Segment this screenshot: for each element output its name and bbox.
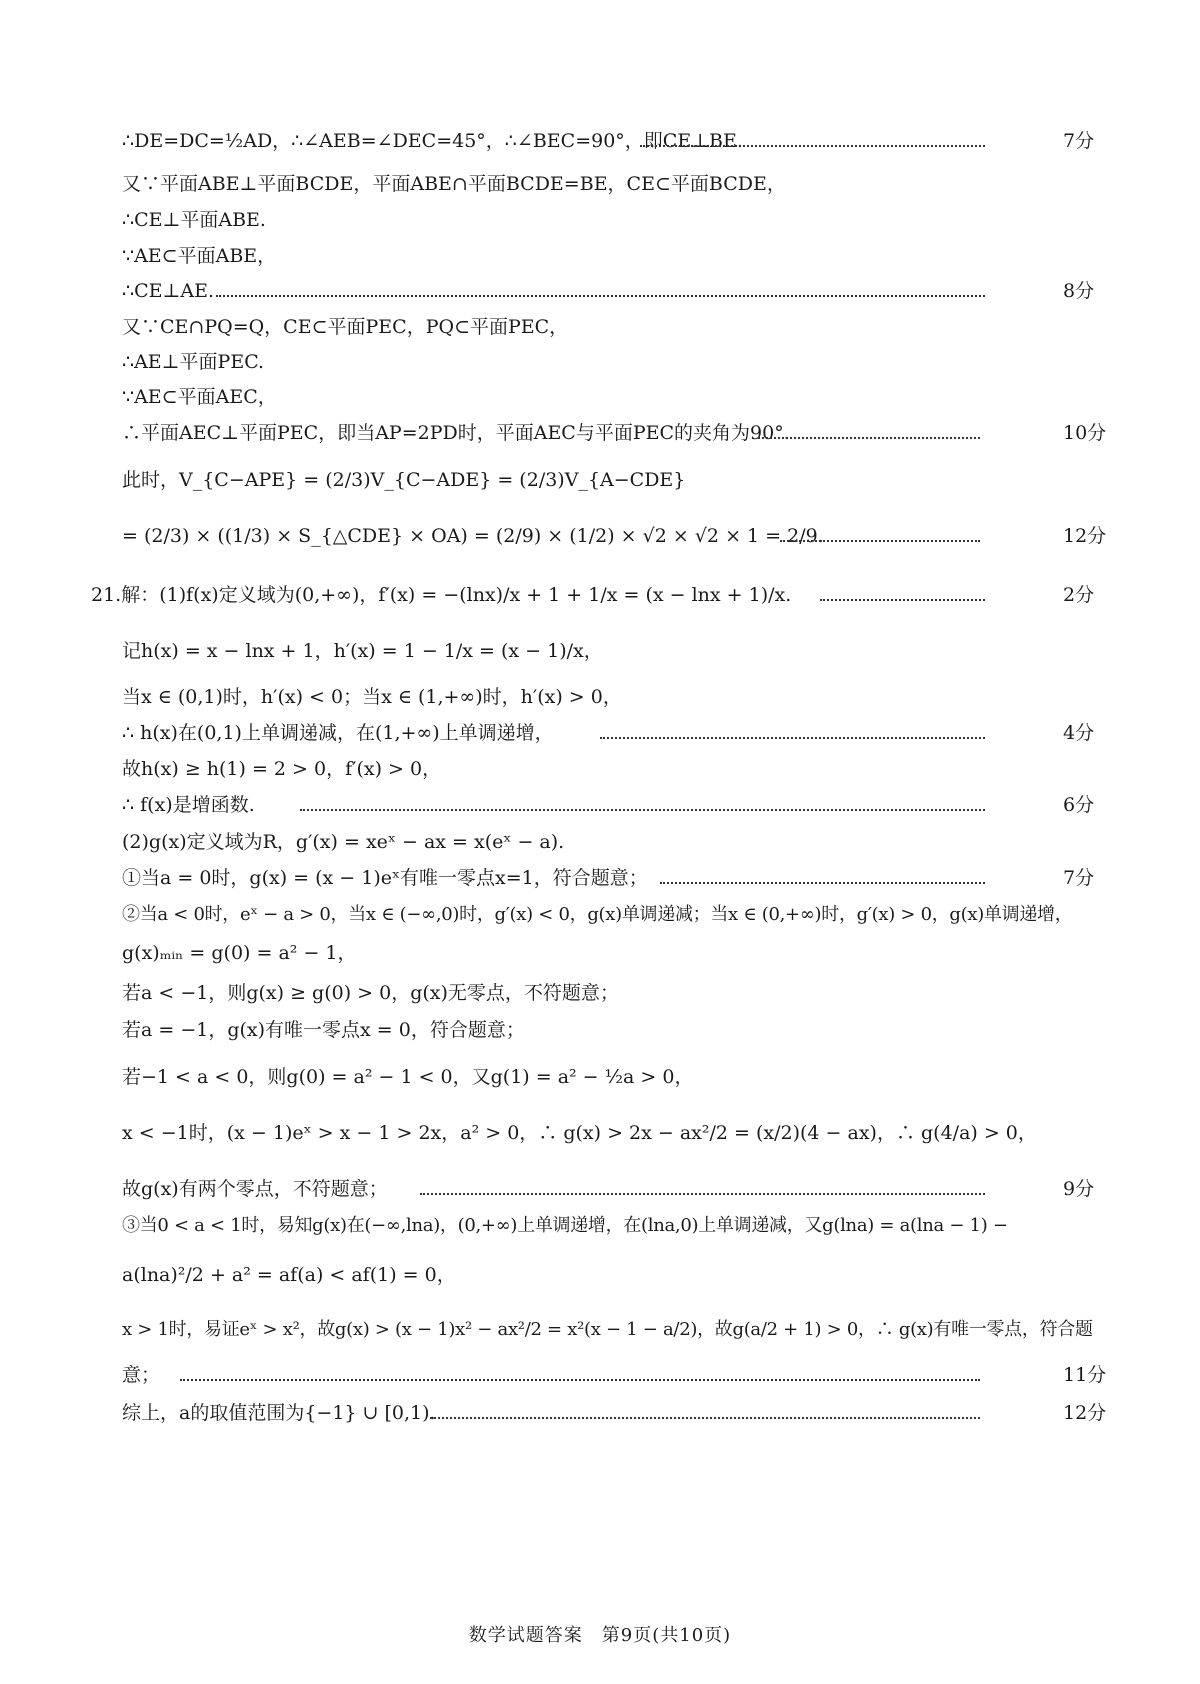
line-text: 当x ∈ (0,1)时，h′(x) < 0；当x ∈ (1,+∞)时，h′(x) > 0， bbox=[122, 686, 622, 708]
answer-line bbox=[0, 936, 1200, 970]
answer-line bbox=[0, 239, 1200, 273]
line-text: 意； bbox=[122, 1364, 161, 1386]
score-mark: 10分 bbox=[1063, 422, 1107, 444]
line-text: ③当0 < a < 1时，易知g(x)在(−∞,lna)，(0,+∞)上单调递增，在(lna,0)上单调递减，又g(lna) = a(lna − 1) − bbox=[122, 1215, 1008, 1236]
line-text: (2)g(x)定义域为R，g′(x) = xeˣ − ax = x(eˣ − a). bbox=[122, 831, 565, 853]
line-text: g(x)ₘᵢₙ = g(0) = a² − 1， bbox=[122, 942, 357, 964]
line-text: ∵AE⊂平面ABE， bbox=[122, 245, 277, 267]
line-text: 故g(x)有两个零点，不符题意； bbox=[122, 1178, 388, 1200]
line-text: ∵AE⊂平面AEC， bbox=[122, 386, 277, 408]
line-text: ∴CE⊥平面ABE. bbox=[122, 209, 266, 231]
answer-line bbox=[0, 203, 1200, 237]
answer-line bbox=[0, 519, 1200, 553]
answer-line bbox=[0, 1258, 1200, 1292]
answer-line bbox=[0, 861, 1200, 895]
line-text: 又∵CE∩PQ=Q，CE⊂平面PEC，PQ⊂平面PEC， bbox=[122, 316, 569, 338]
answer-line bbox=[0, 976, 1200, 1010]
answer-line bbox=[0, 1313, 1200, 1347]
answer-line bbox=[0, 825, 1200, 859]
score-mark: 7分 bbox=[1063, 867, 1095, 889]
dot-leader bbox=[420, 1172, 985, 1195]
line-text: 21.解：(1)f(x)定义域为(0,+∞)，f′(x) = −(lnx)/x + 1 + 1/x = (x − lnx + 1)/x. bbox=[91, 584, 792, 606]
score-mark: 2分 bbox=[1063, 584, 1095, 606]
answer-line bbox=[0, 1172, 1200, 1206]
score-mark: 9分 bbox=[1063, 1178, 1095, 1200]
answer-line bbox=[0, 167, 1200, 201]
answer-line bbox=[0, 788, 1200, 822]
dot-leader bbox=[820, 578, 985, 601]
answer-line bbox=[0, 380, 1200, 414]
line-text: ①当a = 0时，g(x) = (x − 1)eˣ有唯一零点x=1，符合题意； bbox=[122, 867, 648, 889]
answer-line bbox=[0, 1013, 1200, 1047]
answer-line bbox=[0, 578, 1200, 612]
answer-line bbox=[0, 716, 1200, 750]
answer-line bbox=[0, 752, 1200, 786]
answer-line bbox=[0, 416, 1200, 450]
line-text: 又∵平面ABE⊥平面BCDE，平面ABE∩平面BCDE=BE，CE⊂平面BCDE， bbox=[122, 173, 786, 195]
line-text: x > 1时，易证eˣ > x²，故g(x) > (x − 1)x² − ax²/2 = x²(x − 1 − a/2)，故g(a/2 + 1) > 0，∴ g(x)有唯一零点，符合题 bbox=[122, 1319, 1093, 1340]
answer-line bbox=[0, 1358, 1200, 1392]
dot-leader bbox=[430, 1396, 980, 1419]
line-text: ∴CE⊥AE. bbox=[122, 280, 214, 302]
line-text: ②当a < 0时，eˣ − a > 0，当x ∈ (−∞,0)时，g′(x) < 0，g(x)单调递减；当x ∈ (0,+∞)时，g′(x) > 0，g(x)单调递增， bbox=[122, 904, 1073, 925]
dot-leader bbox=[780, 519, 980, 542]
answer-line bbox=[0, 1209, 1200, 1243]
line-text: 若a = −1，g(x)有唯一零点x = 0，符合题意； bbox=[122, 1019, 525, 1041]
answer-line bbox=[0, 1060, 1200, 1094]
line-text: 此时，V_{C−APE} = (2/3)V_{C−ADE} = (2/3)V_{A−CDE} bbox=[122, 469, 686, 491]
answer-line bbox=[0, 463, 1200, 497]
line-text: ∴平面AEC⊥平面PEC，即当AP=2PD时，平面AEC与平面PEC的夹角为90°. bbox=[122, 422, 790, 444]
line-text: ∴ h(x)在(0,1)上单调递减，在(1,+∞)上单调递增， bbox=[122, 722, 554, 744]
dot-leader bbox=[600, 716, 985, 739]
answer-line bbox=[0, 310, 1200, 344]
answer-line bbox=[0, 1116, 1200, 1150]
line-text: 综上，a的取值范围为{−1} ∪ [0,1). bbox=[122, 1402, 436, 1424]
line-text: x < −1时，(x − 1)eˣ > x − 1 > 2x，a² > 0，∴ g(x) > 2x − ax²/2 = (x/2)(4 − ax)，∴ g(4/a) > 0， bbox=[122, 1122, 1037, 1144]
answer-line bbox=[0, 274, 1200, 308]
answer-line bbox=[0, 680, 1200, 714]
dot-leader bbox=[180, 1358, 980, 1381]
line-text: 若a < −1，则g(x) ≥ g(0) > 0，g(x)无零点，不符题意； bbox=[122, 982, 619, 1004]
dot-leader bbox=[660, 861, 985, 884]
line-text: 若−1 < a < 0，则g(0) = a² − 1 < 0，又g(1) = a² − ½a > 0， bbox=[122, 1066, 694, 1088]
answer-line bbox=[0, 634, 1200, 668]
answer-line bbox=[0, 345, 1200, 379]
line-text: ∴DE=DC=½AD，∴∠AEB=∠DEC=45°，∴∠BEC=90°，即CE⊥BE. bbox=[122, 130, 743, 152]
page-footer: 数学试题答案 第9页(共10页) bbox=[468, 1625, 732, 1646]
score-mark: 8分 bbox=[1063, 280, 1095, 302]
dot-leader bbox=[300, 788, 985, 811]
line-text: ∴ f(x)是增函数. bbox=[122, 794, 255, 816]
dot-leader bbox=[640, 124, 985, 147]
answer-line bbox=[0, 1396, 1200, 1430]
score-mark: 4分 bbox=[1063, 722, 1095, 744]
line-text: = (2/3) × ((1/3) × S_{△CDE} × OA) = (2/9) × (1/2) × √2 × √2 × 1 = 2/9. bbox=[122, 525, 824, 547]
answer-line bbox=[0, 898, 1200, 932]
line-text: ∴AE⊥平面PEC. bbox=[122, 351, 265, 373]
line-text: 故h(x) ≥ h(1) = 2 > 0，f′(x) > 0， bbox=[122, 758, 442, 780]
dot-leader bbox=[216, 274, 985, 297]
answer-line bbox=[0, 124, 1200, 158]
line-text: a(lna)²/2 + a² = af(a) < af(1) = 0， bbox=[122, 1264, 456, 1286]
dot-leader bbox=[758, 416, 980, 439]
score-mark: 12分 bbox=[1063, 1402, 1107, 1424]
score-mark: 6分 bbox=[1063, 794, 1095, 816]
score-mark: 12分 bbox=[1063, 525, 1107, 547]
score-mark: 7分 bbox=[1063, 130, 1095, 152]
line-text: 记h(x) = x − lnx + 1，h′(x) = 1 − 1/x = (x − 1)/x， bbox=[122, 640, 603, 662]
score-mark: 11分 bbox=[1063, 1364, 1107, 1386]
